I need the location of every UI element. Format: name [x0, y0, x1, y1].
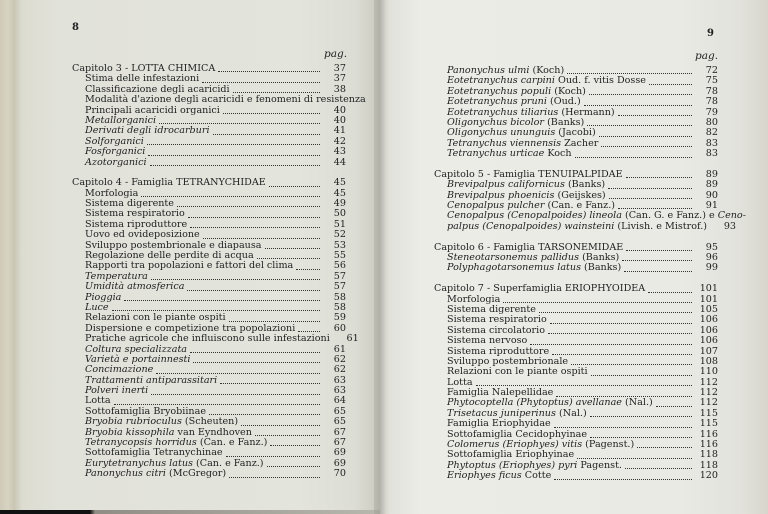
dot-leader [269, 185, 320, 187]
entry-italic-text: Colomerus (Eriophyes) vitis [447, 439, 583, 451]
dot-leader [571, 363, 692, 365]
entry-italic-text: Eotetranychus carpini [447, 75, 555, 87]
entry-page-number: 118 [699, 459, 718, 471]
dot-leader [187, 289, 320, 291]
entry-italic-text: Pioggia [85, 291, 122, 303]
dot-leader [649, 83, 692, 85]
entry-page-number: 112 [699, 387, 718, 399]
dot-leader [608, 187, 692, 189]
dot-leader [591, 374, 692, 376]
dot-leader [124, 299, 320, 301]
entry-page-number: 107 [699, 345, 718, 357]
entry-italic-text: Eotetranychus populi [447, 85, 552, 97]
entry-page-number: 75 [705, 75, 718, 87]
entry-page-number: 93 [723, 220, 737, 232]
entry-text: Classificazione degli acaricidi [85, 83, 230, 95]
dot-leader [554, 426, 692, 428]
entry-page-number: 43 [333, 146, 346, 158]
entry-text: Capitolo 7 - Superfamiglia ERIOPHYOIDEA [434, 283, 646, 295]
entry-text: (Scheuten) [181, 416, 239, 428]
entry-italic-text: Tetranychus urticae [447, 148, 545, 160]
entry-page-number: 61 [346, 333, 359, 345]
dot-leader [587, 124, 692, 126]
entry-italic-text: Panonychus citri [85, 468, 166, 480]
entry-text: Sistema nervoso [447, 335, 528, 347]
dot-leader [112, 309, 320, 311]
dot-leader [190, 226, 320, 228]
entry-page-number: 106 [699, 335, 718, 347]
dot-leader [622, 259, 692, 261]
entry-page-number: 62 [333, 353, 346, 365]
entry-text: (Can. e Fanz.) [196, 437, 268, 449]
pag-column-label: pag. [324, 48, 348, 60]
entry-italic-text: Panonychus ulmi [447, 64, 530, 76]
dot-leader [625, 467, 692, 469]
entry-text: Principali acaricidi organici [85, 104, 220, 116]
entry-page-number: 91 [705, 200, 718, 212]
entry-text: (Jacobi) [555, 127, 596, 139]
entry-text: Sistema riproduttore [85, 218, 188, 230]
entry-text: (Geijskes) [554, 189, 606, 201]
dot-leader [618, 207, 692, 209]
entry-text: Stima delle infestazioni [85, 73, 200, 85]
dot-leader [209, 413, 320, 415]
dot-leader [141, 195, 320, 197]
entry-italic-text: Polyphagotarsonemus latus [447, 262, 581, 274]
dot-leader [609, 197, 692, 199]
entry-page-number: 70 [333, 468, 346, 480]
entry-text: Regolazione delle perdite di acqua [85, 250, 254, 262]
entry-text: Cotte [521, 470, 552, 482]
entry-text: (Koch) [529, 64, 565, 76]
toc-entry [434, 367, 718, 377]
entry-italic-text: Eurytetranychus latus [85, 457, 193, 469]
entry-text: (Pagenst.) [582, 439, 635, 451]
entry-page-number: 69 [333, 457, 346, 469]
entry-text: Sottofamiglia Cecidophyinae [447, 428, 588, 440]
entry-italic-text: Derivati degli idrocarburi [85, 125, 210, 137]
entry-page-number: 60 [333, 322, 346, 334]
entry-text: Sottofamiglia Tetranychinae [85, 447, 223, 459]
entry-page-number: 59 [333, 312, 346, 324]
entry-text: (Banks) [581, 262, 622, 274]
page-edge-shadow [0, 510, 380, 514]
entry-page-number: 45 [333, 177, 346, 189]
entry-text: (Nal.) [555, 407, 587, 419]
right-page [380, 0, 768, 514]
entry-italic-text: Cenopalpus pulcher [447, 200, 545, 212]
entry-page-number: 112 [699, 376, 718, 388]
entry-text: Sviluppo postembrionale [447, 355, 569, 367]
entry-text: Famiglia Eriophyidae [447, 418, 551, 430]
entry-page-number: 105 [699, 303, 718, 315]
dot-leader [539, 311, 692, 313]
dot-leader [624, 270, 692, 272]
dot-leader [589, 93, 692, 95]
toc-entry [434, 210, 746, 232]
entry-text: Sottofamiglia Bryobiinae [85, 405, 207, 417]
dot-leader [150, 164, 320, 166]
entry-text: Capitolo 3 - LOTTA CHIMICA [72, 62, 216, 74]
entry-page-number: 89 [705, 179, 718, 191]
entry-page-number: 101 [699, 283, 718, 295]
entry-text: Pratiche agricole che influiscono sulle infestazioni [85, 333, 330, 345]
entry-page-number: 56 [333, 260, 346, 272]
entry-text: (Koch) [551, 85, 586, 97]
entry-text: (Can. G. e Fanz.) e [621, 210, 718, 222]
dot-leader [229, 320, 320, 322]
dot-leader [203, 237, 320, 239]
entry-italic-text: Phytocoptella (Phytoptus) avellanae [447, 397, 622, 409]
entry-italic-text: Oligonychus ununguis [447, 127, 556, 139]
entry-italic-text: Polveri inerti [85, 385, 149, 397]
entry-italic-text: Trattamenti antiparassitari [85, 374, 218, 386]
dot-leader [229, 476, 320, 478]
entry-italic-text: Solforganici [85, 135, 144, 147]
toc-entry [434, 471, 718, 481]
entry-page-number: 61 [333, 343, 346, 355]
entry-page-number: 110 [699, 366, 718, 378]
entry-text: Morfologia [447, 293, 501, 305]
entry-page-number: 90 [705, 189, 718, 201]
dot-leader [590, 415, 692, 417]
entry-text: Sistema digerente [85, 198, 174, 210]
dot-leader [556, 395, 692, 397]
entry-page-number: 58 [333, 291, 346, 303]
entry-italic-text: Concimazione [85, 364, 154, 376]
entry-page-number: 69 [333, 447, 346, 459]
entry-text: Koch [544, 148, 572, 160]
entry-italic-text: Ceno- [717, 210, 746, 222]
entry-italic-text: Bryobia rubrioculus [85, 416, 182, 428]
entry-page-number: 106 [699, 324, 718, 336]
dot-leader [267, 465, 320, 467]
dot-leader [213, 133, 320, 135]
entry-text: (Can. e Fanz.) [544, 200, 616, 212]
entry-text: (Hermann) [558, 106, 615, 118]
entry-page-number: 45 [333, 187, 346, 199]
dot-leader [270, 444, 320, 446]
entry-text: (Banks) [564, 179, 606, 191]
page-number: 9 [707, 28, 714, 39]
dot-leader [626, 176, 692, 178]
entry-text: Relazioni con le piante ospiti [447, 366, 588, 378]
entry-text: (Oud.) [546, 96, 581, 108]
entry-text: (Nal.) [621, 397, 653, 409]
toc-entry [72, 293, 346, 303]
entry-text: Sistema digerente [447, 303, 536, 315]
pag-column-label: pag. [695, 50, 719, 62]
dot-leader [241, 424, 320, 426]
entry-italic-text: Brevipalpus phoenicis [447, 189, 555, 201]
dot-leader [577, 457, 692, 459]
entry-page-number: 112 [699, 397, 718, 409]
dot-leader [148, 154, 320, 156]
entry-text: (Banks) [544, 116, 585, 128]
entry-text: Famiglia Nalepellidae [447, 387, 554, 399]
entry-text: Relazioni con le piante ospiti [85, 312, 226, 324]
entry-text: Capitolo 5 - Famiglia TENUIPALPIDAE [434, 168, 623, 180]
entry-page-number: 120 [699, 470, 718, 482]
dot-leader [223, 112, 320, 114]
entry-page-number: 37 [333, 73, 346, 85]
entry-text: Lotta [85, 395, 111, 407]
entry-italic-text: Tetranycopsis horridus [85, 437, 197, 449]
dot-leader [503, 301, 692, 303]
entry-page-number: 115 [699, 418, 718, 430]
entry-text: (Banks) [579, 252, 620, 264]
dot-leader [151, 393, 320, 395]
entry-page-number: 49 [333, 198, 346, 210]
toc-entry [72, 386, 346, 396]
entry-page-number: 96 [705, 252, 718, 264]
dot-leader [202, 81, 320, 83]
entry-page-number: 51 [333, 218, 346, 230]
entry-italic-text: Brevipalpus californicus [447, 179, 565, 191]
entry-page-number: 62 [333, 364, 346, 376]
entry-text: Dispersione e competizione tra popolazioni [85, 322, 296, 334]
dot-leader [298, 330, 320, 332]
entry-italic-text: Steneotarsonemus pallidus [447, 252, 580, 264]
table-of-contents [434, 64, 746, 482]
entry-page-number: 95 [705, 241, 718, 253]
entry-italic-text: Bryobia kissophila [85, 426, 175, 438]
entry-page-number: 79 [705, 106, 718, 118]
entry-page-number: 72 [705, 64, 718, 76]
dot-leader [648, 291, 692, 293]
dot-leader [548, 332, 692, 334]
entry-page-number: 67 [333, 437, 346, 449]
entry-text: Sistema respiratorio [85, 208, 185, 220]
entry-page-number: 115 [699, 407, 718, 419]
entry-page-number: 118 [699, 449, 718, 461]
dot-leader [218, 70, 320, 72]
entry-page-number: 55 [333, 250, 346, 262]
entry-italic-text: palpus (Cenopalpoides) wainsteini [447, 220, 615, 232]
entry-italic-text: Phytoptus (Eriophyes) pyri [447, 459, 578, 471]
entry-text: Sistema respiratorio [447, 314, 547, 326]
entry-text: van Eyndhoven [174, 426, 252, 438]
entry-page-number: 82 [705, 127, 718, 139]
entry-italic-text: Luce [85, 301, 109, 313]
entry-page-number: 80 [705, 116, 718, 128]
dot-leader [296, 268, 320, 270]
entry-italic-text: Oligonychus bicolor [447, 116, 545, 128]
entry-text: Sistema riproduttore [447, 345, 550, 357]
toc-entry [72, 158, 346, 168]
dot-leader [233, 91, 320, 93]
dot-leader [114, 403, 320, 405]
dot-leader [656, 405, 692, 407]
dot-leader [220, 382, 320, 384]
entry-page-number: 63 [333, 374, 346, 386]
toc-entry [434, 263, 718, 273]
entry-text: Lotta [447, 376, 473, 388]
dot-leader [226, 455, 320, 457]
dot-leader [147, 143, 320, 145]
left-page [0, 0, 380, 514]
entry-page-number: 83 [705, 148, 718, 160]
entry-text: (Can. e Fanz.) [192, 457, 264, 469]
book-spine [374, 0, 386, 514]
entry-page-number: 40 [333, 104, 346, 116]
entry-italic-text: Temperatura [85, 270, 148, 282]
entry-italic-text: Azotorganici [85, 156, 147, 168]
entry-label [434, 263, 621, 273]
entry-page-number: 108 [699, 355, 718, 367]
page-number: 8 [72, 22, 79, 33]
dot-leader [599, 135, 692, 137]
entry-page-number: 99 [705, 262, 718, 274]
dot-leader [637, 446, 692, 448]
entry-page-number: 65 [333, 405, 346, 417]
entry-page-number: 65 [333, 416, 346, 428]
dot-leader [156, 372, 320, 374]
entry-italic-text: Umidità atmosferica [85, 281, 185, 293]
entry-text: Sistema circolatorio [447, 324, 545, 336]
entry-italic-text: Metallorganici [85, 114, 157, 126]
entry-text: Pagenst. [577, 459, 622, 471]
entry-page-number: 58 [333, 301, 346, 313]
dot-leader [554, 478, 692, 480]
dot-leader [567, 72, 692, 74]
entry-label [72, 469, 226, 479]
entry-text: Modalità d'azione degli acaricidi e fenomeni di resistenza [85, 94, 366, 106]
entry-page-number: 57 [333, 281, 346, 293]
dot-leader [255, 434, 320, 436]
entry-page-number: 78 [705, 96, 718, 108]
entry-page-number: 40 [333, 114, 346, 126]
entry-page-number: 67 [333, 426, 346, 438]
entry-page-number: 37 [333, 62, 346, 74]
entry-page-number: 57 [333, 270, 346, 282]
entry-page-number: 106 [699, 314, 718, 326]
entry-italic-text: Tetranychus viennensis [447, 137, 562, 149]
entry-label [434, 149, 572, 159]
entry-page-number: 50 [333, 208, 346, 220]
entry-page-number: 78 [705, 85, 718, 97]
entry-italic-text: Coltura specializzata [85, 343, 188, 355]
dot-leader [626, 249, 692, 251]
entry-text: Sviluppo postembrionale e diapausa [85, 239, 262, 251]
dot-leader [550, 322, 692, 324]
entry-page-number: 101 [699, 293, 718, 305]
entry-text: Sottofamiglia Eriophyinae [447, 449, 575, 461]
dot-leader [552, 353, 692, 355]
entry-page-number: 89 [705, 168, 718, 180]
entry-page-number: 53 [333, 239, 346, 251]
entry-page-number: 64 [333, 395, 346, 407]
entry-page-number: 52 [333, 229, 346, 241]
dot-leader [193, 361, 320, 363]
dot-leader [584, 104, 692, 106]
dot-leader [188, 216, 320, 218]
entry-text: Capitolo 6 - Famiglia TARSONEMIDAE [434, 241, 624, 253]
entry-page-number: 38 [333, 83, 346, 95]
dot-leader [618, 114, 692, 116]
dot-leader [601, 145, 692, 147]
entry-page-number: 63 [333, 385, 346, 397]
table-of-contents [72, 62, 366, 480]
dot-leader [590, 436, 692, 438]
entry-italic-text: Cenopalpus (Cenopalpoides) lineola [447, 210, 622, 222]
entry-text: Rapporti tra popolazioni e fattori del clima [85, 260, 294, 272]
dot-leader [476, 384, 692, 386]
entry-italic-text: Eriophyes ficus [447, 470, 522, 482]
dot-leader [530, 343, 692, 345]
entry-text: Uovo ed ovideposizione [85, 229, 200, 241]
entry-page-number: 42 [333, 135, 346, 147]
entry-text: (McGregor) [165, 468, 227, 480]
entry-label [434, 471, 551, 481]
toc-entry [434, 149, 718, 159]
entry-text: Morfologia [85, 187, 139, 199]
entry-italic-text: Fosforganici [85, 146, 146, 158]
entry-page-number: 116 [699, 439, 718, 451]
entry-italic-text: Eotetranychus pruni [447, 96, 547, 108]
dot-leader [575, 156, 692, 158]
entry-text: Zacher [561, 137, 599, 149]
toc-entry [72, 469, 346, 479]
entry-page-number: 116 [699, 428, 718, 440]
entry-page-number: 44 [333, 156, 346, 168]
entry-label [72, 158, 147, 168]
entry-italic-text: Varietà e portainnesti [85, 353, 191, 365]
entry-text: (Livish. e Mistrof.) [614, 220, 708, 232]
entry-text: Capitolo 4 - Famiglia TETRANYCHIDAE [72, 177, 266, 189]
dot-leader [159, 122, 320, 124]
dot-leader [265, 247, 321, 249]
entry-page-number: 41 [333, 125, 346, 137]
dot-leader [177, 205, 320, 207]
dot-leader [257, 257, 320, 259]
dot-leader [151, 278, 320, 280]
entry-text: Oud. f. vitis Dosse [554, 75, 646, 87]
entry-italic-text: Trisetacus juniperinus [447, 407, 556, 419]
dot-leader [190, 351, 320, 353]
entry-page-number: 83 [705, 137, 718, 149]
entry-italic-text: Eotetranychus tiliarius [447, 106, 559, 118]
